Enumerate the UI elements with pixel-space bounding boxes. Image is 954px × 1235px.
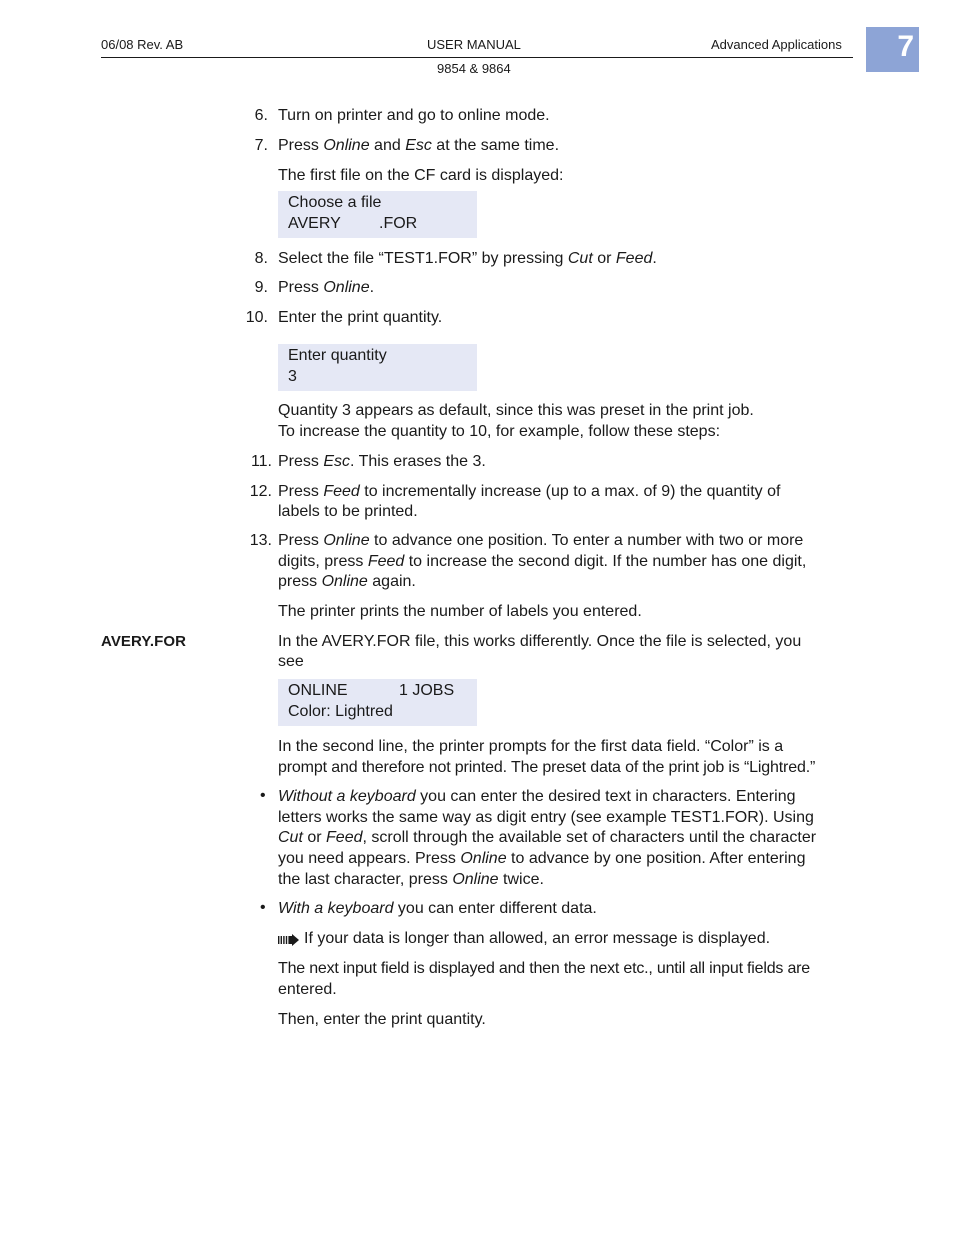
- chapter-tab: 7: [866, 27, 919, 72]
- paragraph: entered.: [278, 981, 337, 998]
- display-line: Enter quantity: [288, 347, 387, 364]
- header-model: 9854 & 9864: [437, 61, 511, 76]
- step-text: Enter the print quantity.: [278, 309, 443, 326]
- step-number: 10.: [245, 309, 268, 326]
- side-heading: AVERY.FOR: [101, 633, 187, 650]
- display-line: 3: [288, 367, 297, 385]
- bullet-text: With a keyboard you can enter different data.: [278, 900, 597, 917]
- printer-display: [278, 191, 477, 238]
- note-text: If your data is longer than allowed, an error message is displayed.: [304, 930, 771, 947]
- paragraph: To increase the quantity to 10, for example, follow these steps:: [278, 423, 721, 440]
- paragraph: The first file on the CF card is displayed:: [278, 167, 564, 184]
- paragraph: prompt and therefore not printed. The preset data of the print job is “Lightred.”: [278, 759, 816, 776]
- step-text: Turn on printer and go to online mode.: [278, 107, 550, 124]
- paragraph: The next input field is displayed and then the next etc., until all input fields are: [278, 960, 810, 977]
- display-line: Color: Lightred: [288, 702, 393, 720]
- step-text: press Online again.: [278, 573, 416, 590]
- step-text: Select the file “TEST1.FOR” by pressing Cut or Feed.: [278, 250, 657, 267]
- step-number: 13.: [249, 532, 272, 549]
- step-number: 11.: [250, 453, 272, 470]
- printer-display: [278, 679, 477, 726]
- step-text: Press Online and Esc at the same time.: [278, 137, 560, 154]
- step-number: 7.: [254, 137, 268, 154]
- bullet-text: you need appears. Press Online to advance by one position. After entering: [278, 850, 806, 867]
- header-title: USER MANUAL: [427, 37, 521, 52]
- paragraph: In the second line, the printer prompts for the first data field. “Color” is a: [278, 738, 784, 755]
- display-line: AVERY .FOR: [288, 214, 418, 232]
- bullet-text: letters works the same way as digit entry (see example TEST1.FOR). Using: [278, 809, 814, 826]
- printer-display: [278, 344, 477, 391]
- header-revision: 06/08 Rev. AB: [101, 37, 184, 52]
- bullet-text: the last character, press Online twice.: [278, 871, 544, 888]
- bullet-icon: •: [260, 899, 266, 916]
- display-line: ONLINE 1 JOBS: [288, 682, 455, 699]
- header-divider: [101, 57, 853, 58]
- step-text: digits, press Feed to increase the second digit. If the number has one digit,: [278, 553, 807, 570]
- step-number: 12.: [249, 483, 272, 500]
- note-arrow-icon: [278, 933, 300, 945]
- display-line: Choose a file: [288, 194, 382, 211]
- step-text: Press Online.: [278, 279, 375, 296]
- paragraph: In the AVERY.FOR file, this works differently. Once the file is selected, you: [278, 633, 802, 650]
- paragraph: The printer prints the number of labels you entered.: [278, 603, 642, 620]
- bullet-text: Without a keyboard you can enter the desired text in characters. Entering: [278, 788, 796, 805]
- step-number: 8.: [254, 250, 268, 267]
- step-text: Press Esc. This erases the 3.: [278, 453, 486, 470]
- step-number: 9.: [254, 279, 268, 296]
- step-text: Press Feed to incrementally increase (up to a max. of 9) the quantity of: [278, 483, 781, 500]
- step-text: Press Online to advance one position. To enter a number with two or more: [278, 532, 804, 549]
- header-right: Advanced Applications: [711, 37, 842, 52]
- paragraph: Quantity 3 appears as default, since this was preset in the print job.: [278, 402, 754, 419]
- paragraph: see: [278, 653, 304, 670]
- bullet-icon: •: [260, 787, 266, 804]
- bullet-text: Cut or Feed, scroll through the available set of characters until the character: [278, 829, 817, 846]
- step-text: labels to be printed.: [278, 503, 418, 520]
- paragraph: Then, enter the print quantity.: [278, 1011, 486, 1028]
- step-number: 6.: [254, 107, 268, 124]
